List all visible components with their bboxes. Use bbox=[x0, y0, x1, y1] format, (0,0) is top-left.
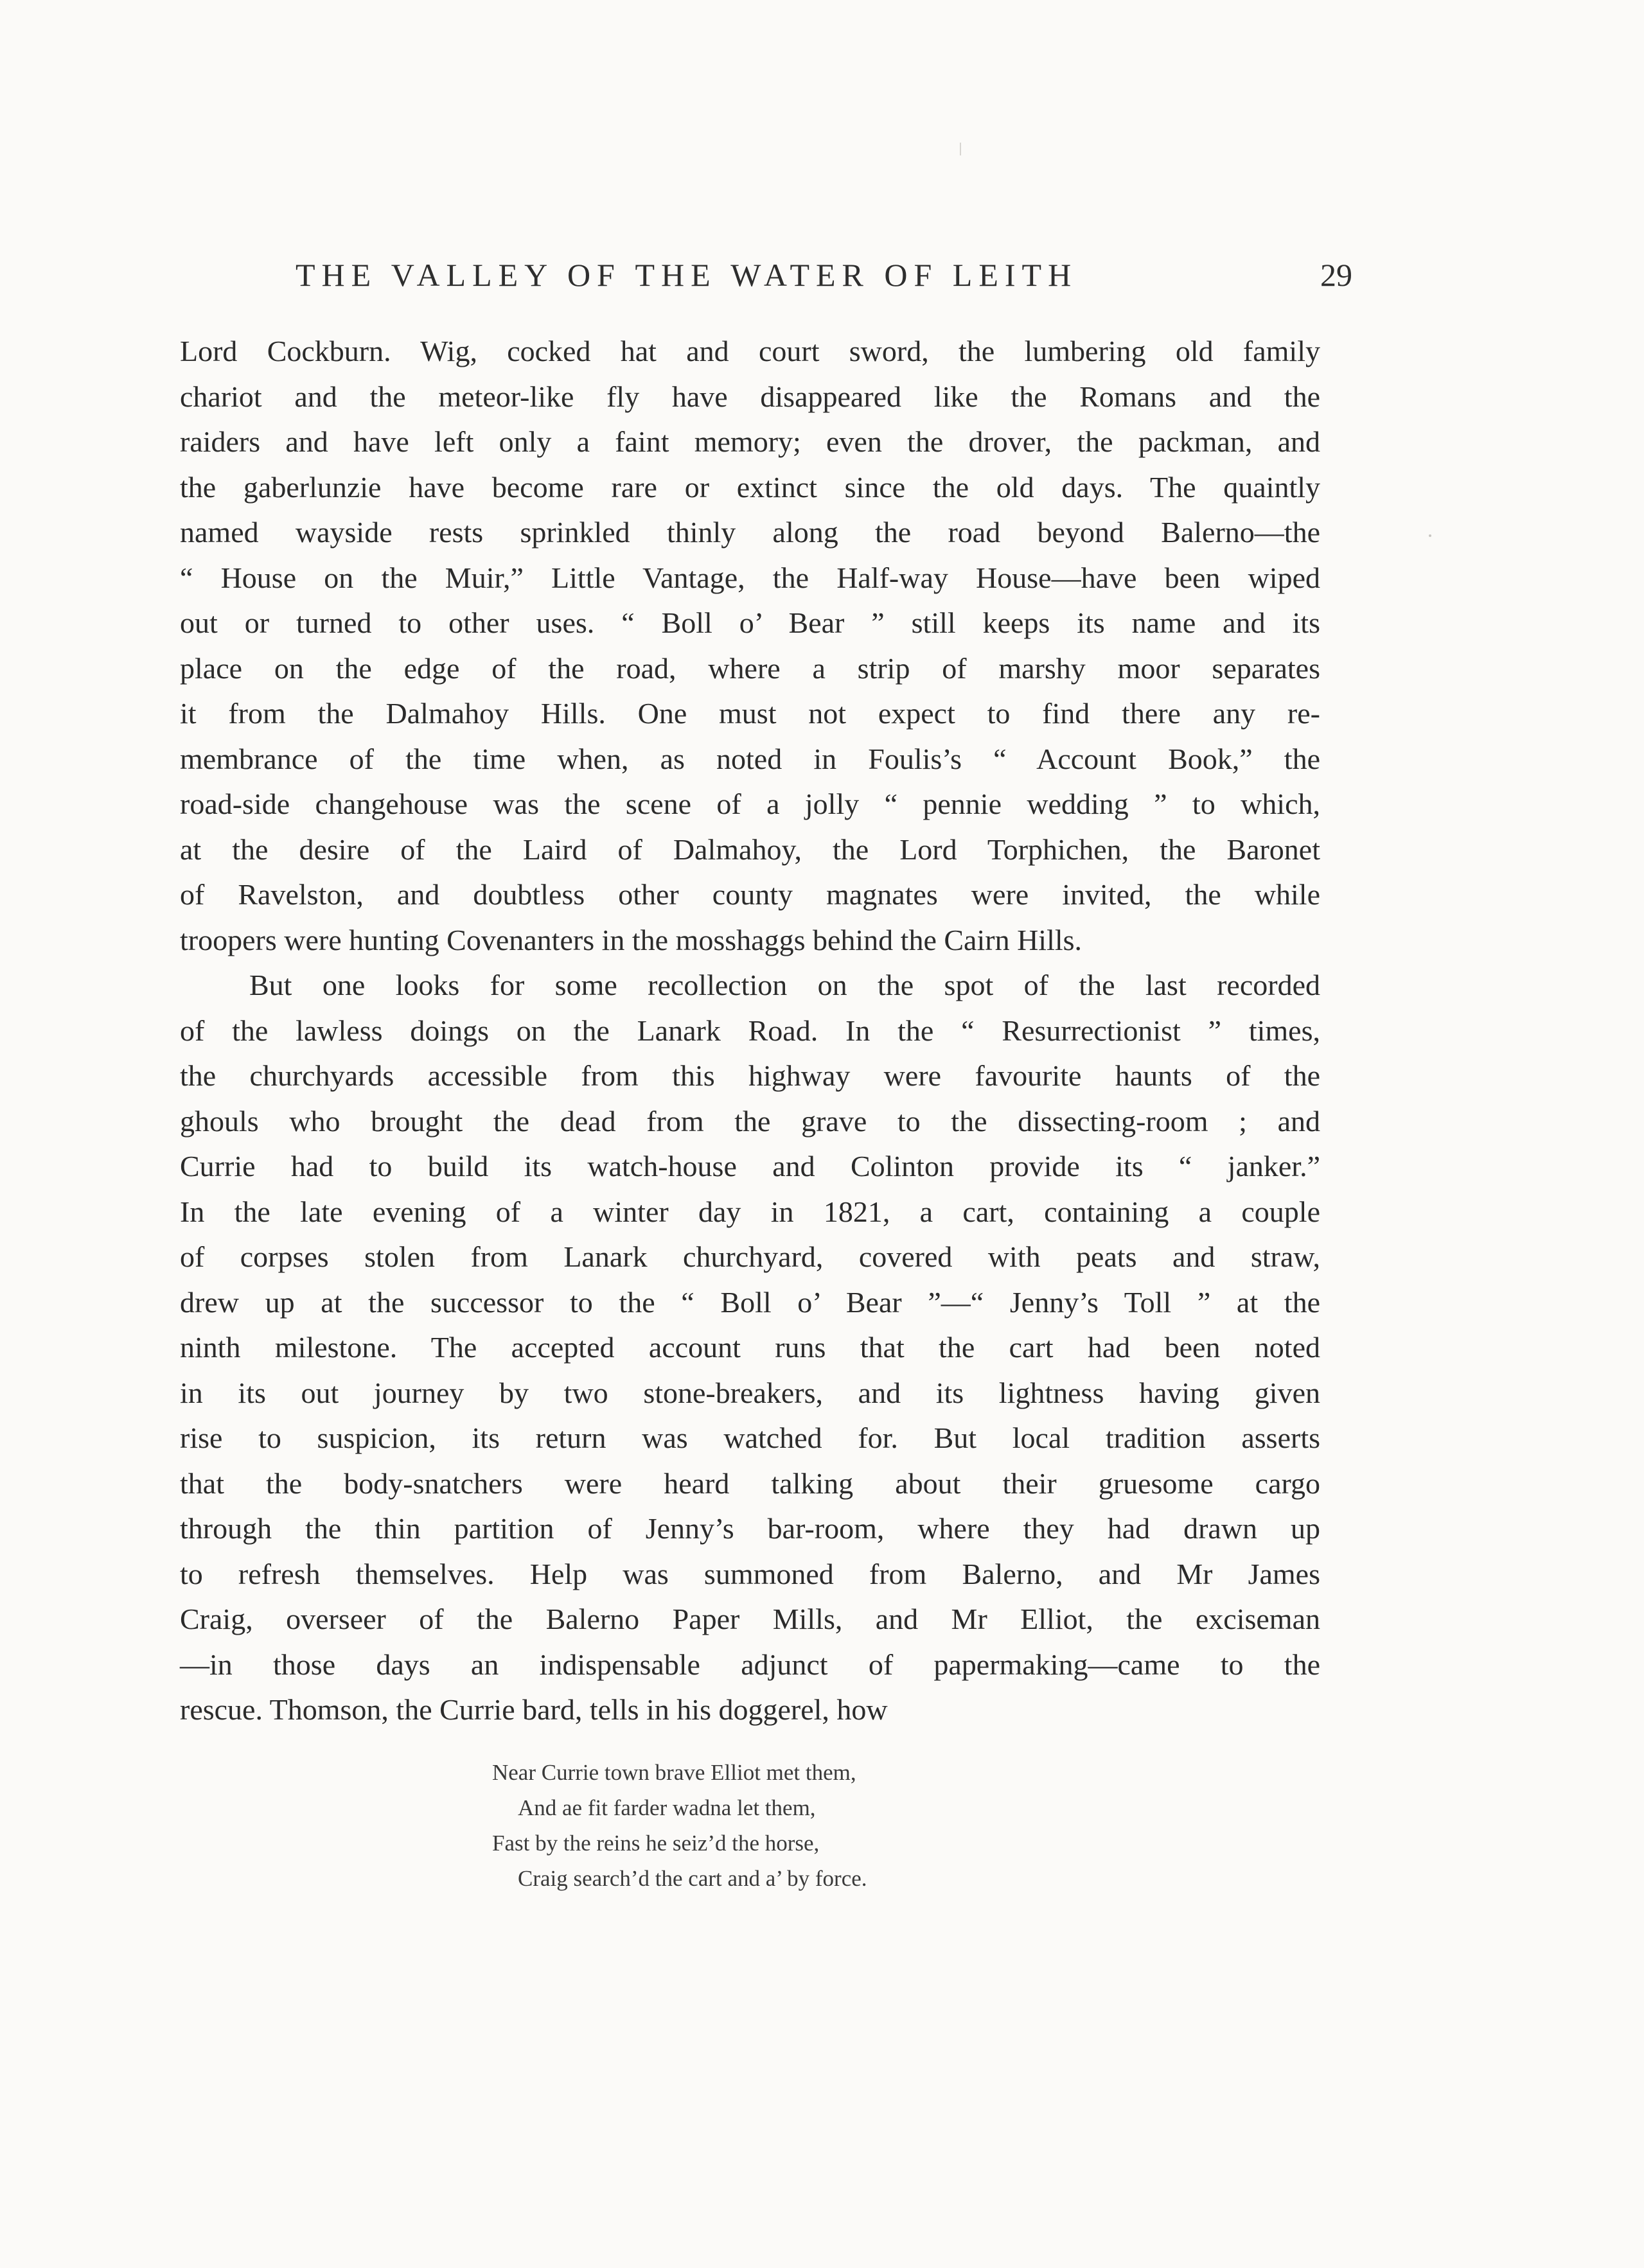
text-line: membrance of the time when, as noted in Foulis’s “ Account Book,” the bbox=[180, 742, 1320, 775]
body-text bbox=[180, 329, 1320, 1733]
text-line: road-side changehouse was the scene of a jolly “ pennie wedding ” to which, bbox=[180, 787, 1320, 820]
running-head bbox=[180, 252, 1352, 297]
text-line: to refresh themselves. Help was summoned from Balerno, and Mr James bbox=[180, 1557, 1320, 1590]
print-speck bbox=[1429, 534, 1431, 537]
text-line: of Ravelston, and doubtless other county magnates were invited, the while bbox=[180, 878, 1320, 911]
text-line: In the late evening of a winter day in 1821, a cart, containing a couple bbox=[180, 1195, 1320, 1228]
text-line: it from the Dalmahoy Hills. One must not expect to find there any re- bbox=[180, 697, 1320, 730]
text-line: raiders and have left only a faint memory; even the drover, the packman, and bbox=[180, 425, 1320, 458]
verse-line: Near Currie town brave Elliot met them, bbox=[492, 1760, 856, 1785]
verse-line: Fast by the reins he seiz’d the horse, bbox=[492, 1831, 820, 1856]
paragraph-start-line: But one looks for some recollection on the spot of the last recorded bbox=[249, 969, 1320, 1001]
text-line: the churchyards accessible from this highway were favourite haunts of the bbox=[180, 1059, 1320, 1092]
text-line: the gaberlunzie have become rare or extinct since the old days. The quaintly bbox=[180, 470, 1320, 504]
text-line: ninth milestone. The accepted account runs that the cart had been noted bbox=[180, 1331, 1320, 1364]
print-mark bbox=[960, 143, 961, 155]
text-line: out or turned to other uses. “ Boll o’ Bear ” still keeps its name and its bbox=[180, 606, 1320, 639]
text-line: through the thin partition of Jenny’s bar-room, where they had drawn up bbox=[180, 1512, 1320, 1545]
running-title: THE VALLEY OF THE WATER OF LEITH bbox=[296, 257, 1078, 293]
text-line: ghouls who brought the dead from the grave to the dissecting-room ; and bbox=[180, 1104, 1320, 1138]
verse-line: And ae fit farder wadna let them, bbox=[518, 1795, 816, 1820]
text-line: drew up at the successor to the “ Boll o’ Bear ”—“ Jenny’s Toll ” at the bbox=[180, 1285, 1320, 1319]
text-line: —in those days an indispensable adjunct of papermaking—came to the bbox=[180, 1648, 1320, 1681]
text-line: of corpses stolen from Lanark churchyard, covered with peats and straw, bbox=[180, 1240, 1320, 1273]
text-line: chariot and the meteor-like fly have disappeared like the Romans and the bbox=[180, 380, 1320, 413]
text-line: Lord Cockburn. Wig, cocked hat and court sword, the lumbering old family bbox=[180, 335, 1320, 367]
text-line: Craig, overseer of the Balerno Paper Mills, and Mr Elliot, the exciseman bbox=[180, 1603, 1320, 1635]
verse-line: Craig search’d the cart and a’ by force. bbox=[518, 1866, 867, 1891]
text-line: named wayside rests sprinkled thinly along the road beyond Balerno—the bbox=[180, 516, 1320, 549]
text-line: rise to suspicion, its return was watched for. But local tradition asserts bbox=[180, 1421, 1320, 1454]
text-line: place on the edge of the road, where a strip of marshy moor separates bbox=[180, 651, 1320, 685]
text-line: Currie had to build its watch-house and Colinton provide its “ janker.” bbox=[180, 1150, 1320, 1182]
text-line: rescue. Thomson, the Currie bard, tells in his doggerel, how bbox=[180, 1693, 888, 1726]
text-line: in its out journey by two stone-breakers, and its lightness having given bbox=[180, 1376, 1320, 1409]
text-line: “ House on the Muir,” Little Vantage, the Half-way House—have been wiped bbox=[180, 561, 1320, 594]
text-line: troopers were hunting Covenanters in the mosshaggs behind the Cairn Hills. bbox=[180, 923, 1083, 956]
page-number: 29 bbox=[1320, 257, 1352, 293]
text-line: that the body-snatchers were heard talking about their gruesome cargo bbox=[180, 1466, 1320, 1500]
text-line: of the lawless doings on the Lanark Road. In the “ Resurrectionist ” times, bbox=[180, 1014, 1320, 1047]
verse-quotation bbox=[0, 1755, 1644, 1896]
text-line: at the desire of the Laird of Dalmahoy, the Lord Torphichen, the Baronet bbox=[180, 832, 1320, 866]
